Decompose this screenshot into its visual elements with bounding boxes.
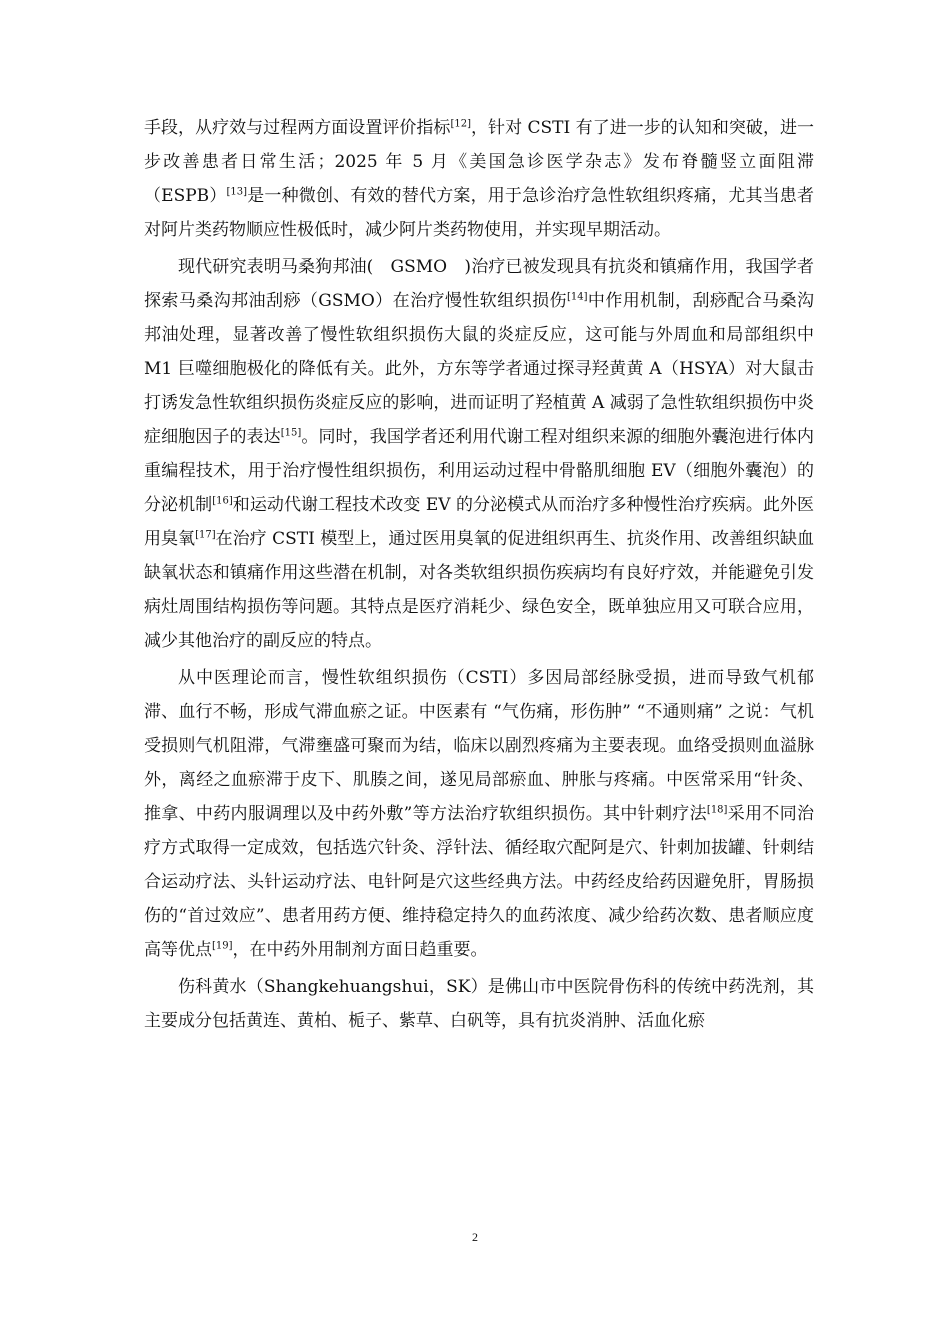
citation-ref: [15]: [280, 427, 302, 439]
paragraph: [144, 970, 814, 1038]
citation-ref: [14]: [566, 291, 588, 303]
text-run: 伤科黄水（Shangkehuangshui，SK）是佛山市中医院骨伤科的传统中药洗剂，其主要成分包括黄连、黄柏、栀子、紫草、白矾等，具有抗炎消肿、活血化瘀: [144, 977, 814, 1031]
text-run: 在治疗 CSTI 模型上，通过医用臭氧的促进组织再生、抗炎作用、改善组织缺血缺氧状态和镇痛作用这些潜在机制，对各类软组织损伤疾病均有良好疗效，并能避免引发病灶周围结构损伤等问题。其特点是医疗消耗少、绿色安全，既单独应用又可联合应用，减少其他治疗的副反应的特点。: [144, 529, 814, 651]
text-run: 现代研究表明马桑狗邦油( GSMO )治疗已被发现具有抗炎和镇痛作用，我国学者探索马桑沟邦油刮痧（GSMO）在治疗慢性软组织损伤: [144, 257, 814, 311]
text-run: 手段，从疗效与过程两方面设置评价指标: [144, 118, 451, 138]
page-number: 2: [472, 1230, 478, 1244]
paragraph: [144, 250, 814, 658]
text-run: 采用不同治疗方式取得一定成效，包括选穴针灸、浮针法、循经取穴配阿是穴、针刺加拔罐、针刺结合运动疗法、头针运动疗法、电针阿是穴这些经典方法。中药经皮给药因避免肝，胃肠损伤的“首过效应”、患者用药方便、维持稳定持久的血药浓度、减少给药次数、患者顺应度高等优点: [144, 804, 815, 960]
citation-ref: [18]: [706, 804, 728, 816]
citation-ref: [12]: [450, 118, 471, 130]
citation-ref: [16]: [212, 495, 233, 507]
paragraph: [144, 111, 814, 247]
body-text: [144, 111, 814, 1038]
text-run: 从中医理论而言，慢性软组织损伤（CSTI）多因局部经脉受损，进而导致气机郁滞、血行不畅，形成气滞血瘀之证。中医素有 “气伤痛，形伤肿” “不通则痛” 之说：气机受损则气机阻滞，气滞壅盛可聚而为结，临床以剧烈疼痛为主要表现。血络受损则血溢脉外，离经之血瘀滞于皮下、肌腠之间，遂见局部瘀血、肿胀与疼痛。中医常采用“针灸、推拿、中药内服调理以及中药外敷”等方法治疗软组织损伤。其中针刺疗法: [144, 668, 814, 824]
text-run: 和运动代谢工程技术改变 EV 的分泌模式从而治疗多种慢性治疗疾病。此外医用臭氧: [144, 495, 815, 549]
text-run: 。同时，我国学者还利用代谢工程对组织来源的细胞外囊泡进行体内重编程技术，用于治疗慢性组织损伤，利用运动过程中骨骼肌细胞 EV（细胞外囊泡）的分泌机制: [144, 427, 815, 515]
text-run: ，针对 CSTI 有了进一步的认知和突破，进一步改善患者日常生活；2025 年 5 月《美国急诊医学杂志》发布脊髓竖立面阻滞（ESPB）: [144, 118, 815, 206]
text-run: 是一种微创、有效的替代方案，用于急诊治疗急性软组织疼痛，尤其当患者对阿片类药物顺应性极低时，减少阿片类药物使用，并实现早期活动。: [144, 186, 814, 240]
citation-ref: [13]: [226, 186, 248, 198]
text-run: ，在中药外用制剂方面日趋重要。: [232, 940, 488, 960]
citation-ref: [19]: [212, 940, 233, 952]
citation-ref: [17]: [195, 529, 216, 541]
paragraph: [144, 661, 814, 967]
text-run: 中作用机制，刮痧配合马桑沟邦油处理，显著改善了慢性软组织损伤大鼠的炎症反应，这可能与外周血和局部组织中 M1 巨噬细胞极化的降低有关。此外，方东等学者通过探寻羟黄黄 A（HSYA）对大鼠击打诱发急性软组织损伤炎症反应的影响，进而证明了羟植黄 A 减弱了急性软组织损伤中炎症细胞因子的表达: [144, 291, 814, 447]
